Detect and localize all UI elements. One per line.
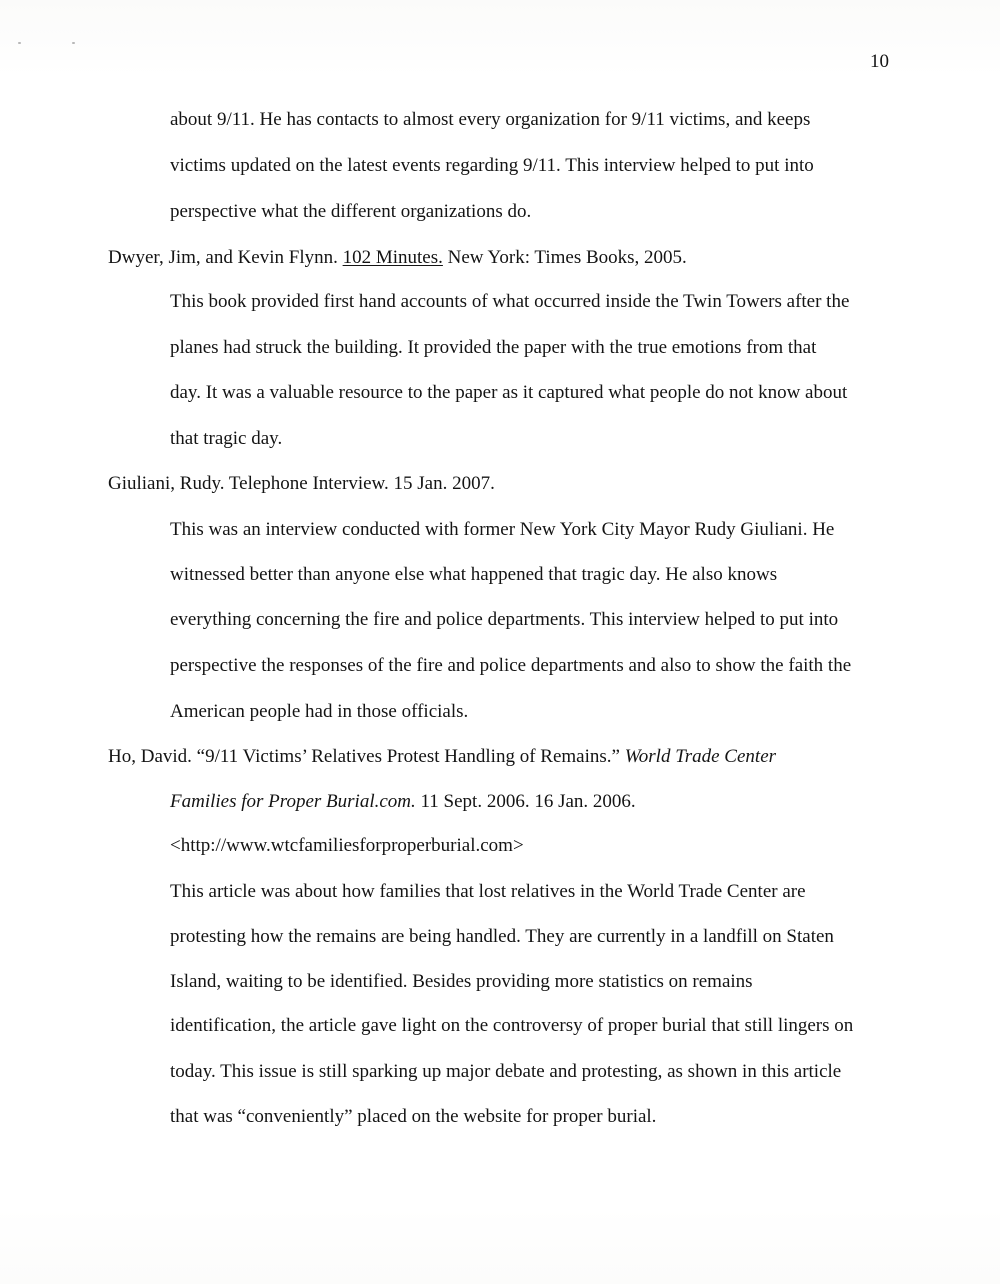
annotation-line: perspective the responses of the fire and police departments and also to show the faith the [170,655,852,676]
annotation-line: that was “conveniently” placed on the website for proper burial. [170,1106,657,1127]
annotation-line: This book provided first hand accounts of what occurred inside the Twin Towers after the [170,291,850,312]
annotation-line: about 9/11. He has contacts to almost every organization for 9/11 victims, and keeps [170,109,811,130]
citation-ho-continued [170,790,636,814]
annotation-line: identification, the article gave light on the controversy of proper burial that still lingers on [170,1015,854,1036]
annotation-line: This was an interview conducted with former New York City Mayor Rudy Giuliani. He [170,519,835,540]
annotation-line: protesting how the remains are being handled. They are currently in a landfill on Staten [170,926,834,947]
citation-publication: New York: Times Books, 2005. [442,247,687,268]
annotation-line: American people had in those officials. [170,701,469,722]
citation-authors: Dwyer, Jim, and Kevin Flynn. [108,247,343,268]
page-number: 10 [870,51,889,72]
citation-dates: 11 Sept. 2006. 16 Jan. 2006. [415,791,636,812]
citation-ho [108,745,776,769]
citation-website-name-cont: Families for Proper Burial.com. [170,791,416,812]
scan-speck [18,42,21,44]
annotation-line: This article was about how families that lost relatives in the World Trade Center are [170,881,806,902]
scan-speck [72,42,75,44]
annotation-line: witnessed better than anyone else what happened that tragic day. He also knows [170,564,778,585]
citation-website-name: World Trade Center [624,746,777,767]
annotation-line: that tragic day. [170,428,283,449]
citation-giuliani: Giuliani, Rudy. Telephone Interview. 15 Jan. 2007. [108,473,495,494]
annotation-line: perspective what the different organizations do. [170,201,532,222]
annotation-line: day. It was a valuable resource to the paper as it captured what people do not know about [170,382,848,403]
citation-book-title: 102 Minutes. [342,247,443,268]
citation-dwyer [108,246,687,270]
annotation-line: Island, waiting to be identified. Besides providing more statistics on remains [170,971,753,992]
citation-url: <http://www.wtcfamiliesforproperburial.com> [170,835,524,856]
annotation-line: planes had struck the building. It provided the paper with the true emotions from that [170,337,817,358]
annotation-line: victims updated on the latest events regarding 9/11. This interview helped to put into [170,155,814,176]
citation-author-title: Ho, David. “9/11 Victims’ Relatives Protest Handling of Remains.” [108,746,625,767]
annotation-line: everything concerning the fire and police departments. This interview helped to put into [170,609,839,630]
annotation-line: today. This issue is still sparking up major debate and protesting, as shown in this article [170,1061,842,1082]
